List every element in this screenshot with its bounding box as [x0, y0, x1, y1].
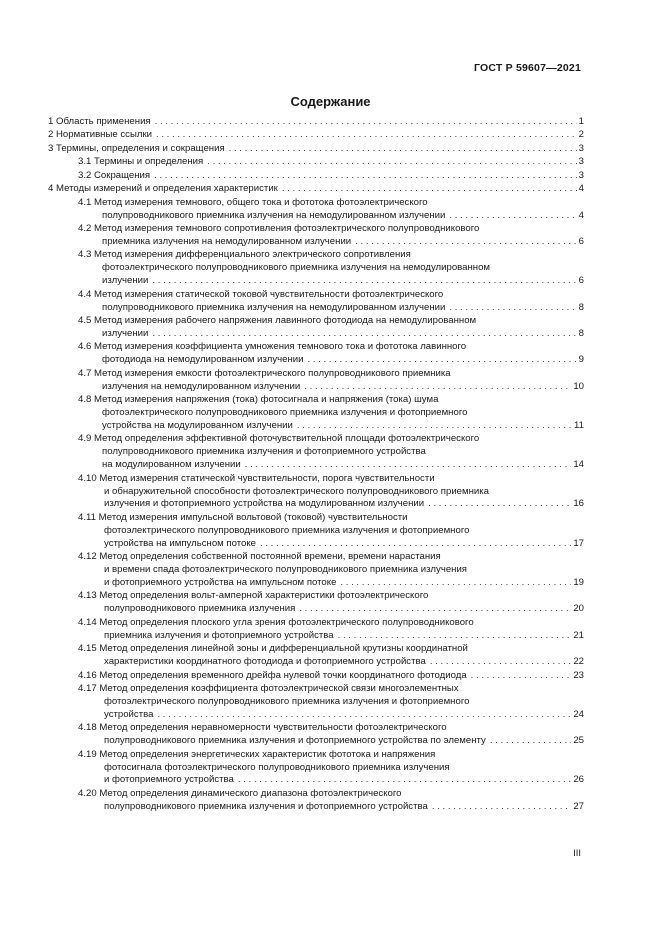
- toc-page-number: 8: [578, 301, 584, 313]
- toc-entry-text: фотодиода на немодулированном излучении: [102, 354, 304, 366]
- toc-entry-text: устройства: [104, 708, 154, 720]
- toc-leader-dots: [430, 656, 572, 669]
- toc-entry[interactable]: [48, 183, 584, 196]
- toc-entry-text: фотоэлектрического полупроводникового приемника излучения на немодулированном: [102, 262, 491, 274]
- toc-entry-text: 4.6 Метод измерения коэффициента умножения темнового тока и фототока лавинного: [78, 341, 467, 353]
- toc-leader-dots: [238, 774, 571, 787]
- toc-entry-text: полупроводникового приемника излучения и фотоприемного устройства: [104, 800, 428, 812]
- toc-page-number: 24: [573, 708, 584, 720]
- toc-leader-dots: [154, 170, 577, 183]
- toc-leader-dots: [490, 735, 571, 748]
- toc-leader-dots: [428, 498, 571, 511]
- toc-page-number: 23: [573, 669, 584, 681]
- toc-entry-text: на модулированном излучении: [102, 459, 241, 471]
- toc-entry-text: приемника излучения и фотоприемного устройства: [104, 629, 334, 641]
- toc-entry-text: полупроводникового приемника излучения: [104, 603, 296, 615]
- toc-page-number: 19: [573, 577, 584, 589]
- toc-entry-text: 4.12 Метод определения собственной постоянной времени, времени нарастания: [78, 551, 441, 563]
- toc-entry[interactable]: [48, 156, 584, 169]
- toc-entry-text: полупроводникового приемника излучения и фотоприемного устройства: [102, 446, 426, 458]
- toc-entry-text: 4 Методы измерений и определения характеристик: [48, 183, 278, 195]
- toc-entry-text: и фотоприемного устройства: [104, 774, 234, 786]
- toc-page-number: 1: [578, 116, 584, 127]
- toc-leader-dots: [338, 630, 572, 643]
- toc-entry[interactable]: [48, 116, 584, 129]
- toc-entry[interactable]: [48, 683, 584, 722]
- toc-page-number: 20: [573, 603, 584, 615]
- toc-page-number: 25: [573, 735, 584, 747]
- toc-entry[interactable]: [48, 590, 584, 616]
- toc-entry[interactable]: [48, 670, 584, 683]
- toc-leader-dots: [229, 143, 577, 156]
- toc-entry-text: 4.2 Метод измерения темнового сопротивления фотоэлектрического полупроводникового: [78, 223, 480, 235]
- toc-page-number: 14: [573, 459, 584, 471]
- toc-page-number: 3: [578, 156, 584, 168]
- toc-entry[interactable]: [48, 551, 584, 590]
- toc-leader-dots: [245, 459, 572, 472]
- document-code: ГОСТ Р 59607—2021: [473, 62, 581, 74]
- toc-entry-text: 4.14 Метод определения плоского угла зрения фотоэлектрического полупроводникового: [78, 616, 474, 628]
- toc-entry[interactable]: [48, 143, 584, 156]
- toc-leader-dots: [152, 275, 576, 288]
- table-of-contents: [48, 116, 584, 814]
- toc-page-number: 17: [573, 537, 584, 549]
- toc-entry[interactable]: [48, 368, 584, 394]
- toc-leader-dots: [355, 236, 576, 249]
- toc-leader-dots: [282, 183, 577, 196]
- toc-page-number: 2: [578, 129, 584, 141]
- toc-page-number: 4: [578, 209, 584, 221]
- toc-entry-text: и обнаружительной способности фотоэлектрического полупроводникового приемника: [104, 485, 490, 497]
- toc-leader-dots: [340, 577, 571, 590]
- toc-entry-text: 4.11 Метод измерения импульсной вольтовой (токовой) чувствительности: [78, 511, 408, 523]
- toc-entry[interactable]: [48, 617, 584, 643]
- toc-page-number: 21: [573, 629, 584, 641]
- toc-leader-dots: [449, 302, 576, 315]
- toc-entry-text: 3 Термины, определения и сокращения: [48, 142, 225, 154]
- toc-entry-text: 4.10 Метод измерения статической чувствительности, порога чувствительности: [78, 472, 435, 484]
- toc-leader-dots: [152, 328, 576, 341]
- toc-entry-text: 4.16 Метод определения временного дрейфа нулевой точки координатного фотодиода: [78, 669, 467, 681]
- toc-entry[interactable]: [48, 433, 584, 472]
- toc-page-number: 11: [574, 419, 584, 431]
- toc-entry-text: устройства на модулированном излучении: [102, 419, 293, 431]
- toc-entry[interactable]: [48, 289, 584, 315]
- toc-entry[interactable]: [48, 223, 584, 249]
- toc-entry-text: полупроводникового приемника излучения на немодулированном излучении: [102, 209, 446, 221]
- toc-entry[interactable]: [48, 197, 584, 223]
- toc-entry-text: 4.15 Метод определения линейной зоны и дифференциальной крутизны координатной: [78, 643, 468, 655]
- toc-entry-text: 4.1 Метод измерения темнового, общего тока и фототока фотоэлектрического: [78, 196, 428, 208]
- toc-entry-text: фотоэлектрического полупроводникового приемника излучения и фотоприемного: [102, 407, 468, 419]
- toc-entry[interactable]: [48, 512, 584, 551]
- toc-leader-dots: [207, 156, 576, 169]
- page-number: III: [573, 848, 581, 859]
- toc-entry-text: 4.5 Метод измерения рабочего напряжения лавинного фотодиода на немодулированном: [78, 315, 477, 327]
- toc-entry-text: 4.4 Метод измерения статической токовой чувствительности фотоэлектрического: [78, 288, 444, 300]
- toc-entry-text: 4.17 Метод определения коэффициента фотоэлектрической связи многоэлементных: [78, 683, 459, 694]
- toc-page-number: 16: [573, 498, 584, 510]
- toc-entry-text: 4.8 Метод измерения напряжения (тока) фотосигнала и напряжения (тока) шума: [78, 394, 439, 406]
- toc-page-number: 9: [578, 354, 584, 366]
- toc-entry[interactable]: [48, 643, 584, 669]
- toc-entry[interactable]: [48, 315, 584, 341]
- toc-entry-text: 1 Область применения: [48, 116, 151, 127]
- toc-entry-text: и времени спада фотоэлектрического полупроводникового приемника излучения: [104, 564, 468, 576]
- toc-entry[interactable]: [48, 341, 584, 367]
- toc-page-number: 6: [578, 275, 584, 287]
- toc-entry-text: фотоэлектрического полупроводникового приемника излучения и фотоприемного: [104, 695, 470, 707]
- toc-page-number: 10: [573, 380, 584, 392]
- toc-leader-dots: [260, 538, 571, 551]
- toc-entry[interactable]: [48, 722, 584, 748]
- toc-leader-dots: [432, 801, 572, 814]
- toc-entry-text: характеристики координатного фотодиода и фотоприемного устройства: [104, 656, 426, 668]
- page-title: Содержание: [290, 94, 371, 109]
- toc-entry-text: полупроводникового приемника излучения и фотоприемного устройства по элементу: [104, 735, 486, 747]
- toc-entry-text: фотосигнала фотоэлектрического полупроводникового приемника излучения: [104, 761, 450, 773]
- toc-entry-text: фотоэлектрического полупроводникового приемника излучения и фотоприемного: [104, 524, 470, 536]
- toc-page-number: 6: [578, 235, 584, 247]
- toc-page-number: 4: [578, 183, 584, 195]
- toc-leader-dots: [157, 709, 571, 722]
- toc-entry[interactable]: [48, 749, 584, 788]
- toc-entry-text: 4.19 Метод определения энергетических характеристик фототока и напряжения: [78, 748, 436, 760]
- toc-entry-text: устройства на импульсном потоке: [104, 537, 256, 549]
- toc-page-number: 3: [578, 142, 584, 154]
- toc-entry[interactable]: [48, 788, 584, 814]
- toc-page-number: 8: [578, 327, 584, 339]
- toc-page-number: 3: [578, 169, 584, 181]
- toc-entry-text: 4.13 Метод определения вольт-амперной характеристики фотоэлектрического: [78, 590, 429, 602]
- toc-entry-text: излучении: [102, 275, 149, 287]
- toc-leader-dots: [308, 354, 577, 367]
- toc-entry-text: 3.2 Сокращения: [78, 169, 151, 181]
- toc-entry[interactable]: [48, 473, 584, 512]
- toc-entry-text: 3.1 Термины и определения: [78, 156, 204, 168]
- toc-leader-dots: [471, 670, 572, 683]
- toc-entry-text: 4.20 Метод определения динамического диапазона фотоэлектрического: [78, 787, 402, 799]
- toc-leader-dots: [299, 603, 571, 616]
- toc-page-number: 22: [573, 656, 584, 668]
- toc-leader-dots: [304, 381, 571, 394]
- toc-entry-text: 2 Нормативные ссылки: [48, 129, 153, 141]
- toc-entry-text: приемника излучения на немодулированном излучении: [102, 235, 352, 247]
- toc-leader-dots: [156, 129, 577, 142]
- toc-entry-text: 4.18 Метод определения неравномерности чувствительности фотоэлектрического: [78, 722, 447, 734]
- toc-entry-text: излучения на немодулированном излучении: [102, 380, 301, 392]
- toc-leader-dots: [297, 420, 572, 433]
- toc-entry-text: 4.7 Метод измерения емкости фотоэлектрического полупроводникового приемника: [78, 367, 451, 379]
- toc-page-number: 26: [573, 774, 584, 786]
- toc-page-number: 27: [573, 800, 584, 812]
- toc-entry-text: излучении: [102, 327, 149, 339]
- toc-entry-text: полупроводникового приемника излучения на немодулированном излучении: [102, 301, 446, 313]
- toc-entry-text: 4.3 Метод измерения дифференциального электрического сопротивления: [78, 249, 411, 261]
- toc-leader-dots: [155, 116, 577, 129]
- toc-entry-text: излучения и фотоприемного устройства на модулированном излучении: [104, 498, 425, 510]
- toc-leader-dots: [449, 210, 576, 223]
- toc-entry[interactable]: [48, 249, 584, 288]
- toc-entry[interactable]: [48, 170, 584, 183]
- toc-entry[interactable]: [48, 394, 584, 433]
- toc-entry[interactable]: [48, 129, 584, 142]
- toc-entry-text: 4.9 Метод определения эффективной фоточувствительной площади фотоэлектрического: [78, 433, 480, 445]
- toc-entry-text: и фотоприемного устройства на импульсном потоке: [104, 577, 337, 589]
